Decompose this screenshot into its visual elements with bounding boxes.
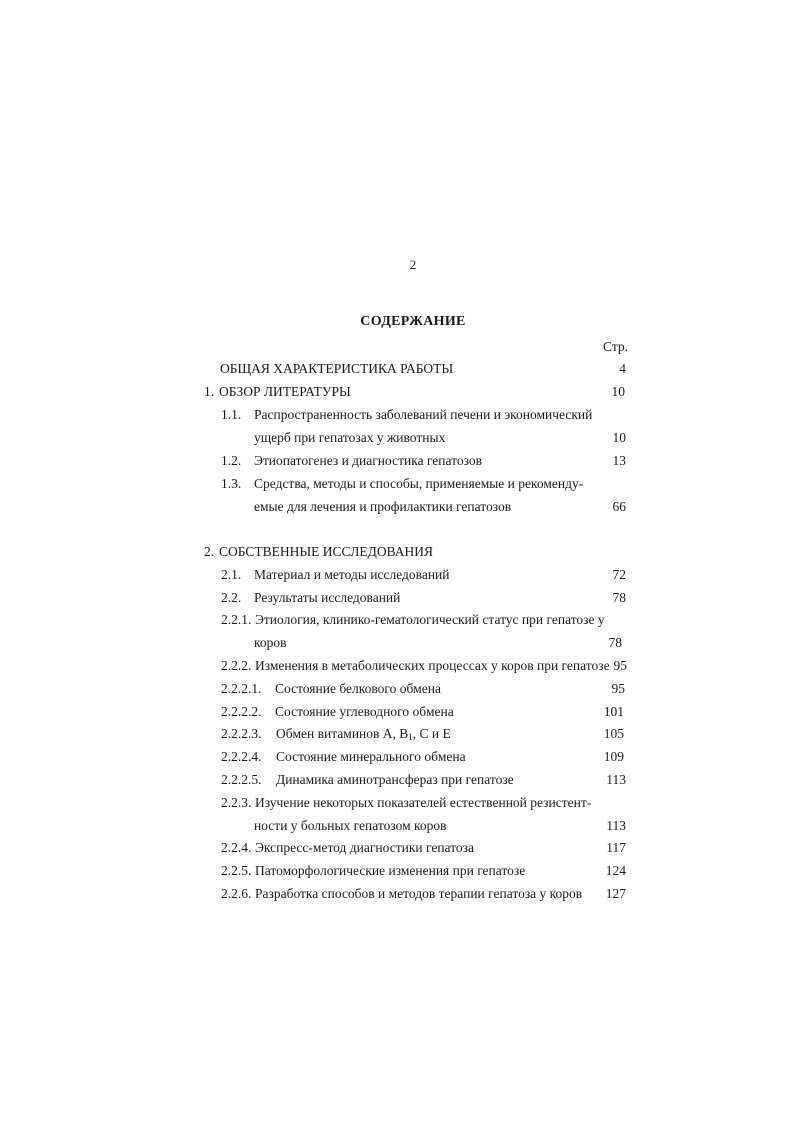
toc-entry-number: 2.1.: [221, 567, 242, 582]
toc-entry-text-cont: ущерб при гепатозах у животных: [254, 430, 446, 445]
toc-entry-number: 2.2.4.: [221, 840, 252, 855]
toc-entry-number: 2.2.: [221, 590, 242, 605]
toc-entry-text: Состояние белкового обмена: [275, 681, 441, 696]
toc-title: СОДЕРЖАНИЕ: [360, 314, 466, 329]
toc-entry-text: Изменения в метаболических процессах у коров при гепатозе: [255, 658, 610, 673]
toc-entry-page: 78: [612, 590, 626, 605]
toc-entry-number: 2.2.2.1.: [221, 681, 262, 696]
toc-entry-page: 10: [612, 430, 626, 445]
toc-entry-text-cont: емые для лечения и профилактики гепатозов: [254, 499, 512, 514]
toc-entry-number: 2.: [204, 544, 215, 559]
toc-entry-number: 1.3.: [221, 476, 242, 491]
toc-entry-text: Состояние минерального обмена: [276, 749, 466, 764]
toc-entry-page: 95: [613, 658, 627, 673]
toc-entry-number: 2.2.2.5.: [221, 772, 262, 787]
toc-entry-page: 13: [612, 453, 626, 468]
toc-entry-text: Результаты исследований: [254, 590, 401, 605]
toc-entry-page: 124: [605, 863, 626, 878]
toc-entry-text-cont: коров: [254, 635, 287, 650]
toc-entry-number: 2.2.2.3.: [221, 726, 262, 741]
toc-entry-number: 2.2.3.: [221, 795, 252, 810]
toc-entry-page: 117: [606, 840, 626, 855]
toc-entry-text: ОБЩАЯ ХАРАКТЕРИСТИКА РАБОТЫ: [220, 361, 454, 376]
toc-entry-page: 10: [611, 384, 625, 399]
toc-entry-number: 2.2.1.: [221, 612, 252, 627]
toc-entry-page: 72: [612, 567, 626, 582]
toc-entry-text: Патоморфологические изменения при гепатозе: [255, 863, 526, 878]
toc-entry-number: 2.2.6.: [221, 886, 252, 901]
page-column-header: Стр.: [603, 339, 629, 354]
toc-entry-text: Обмен витаминов А, $В_1$, С и Е: [276, 726, 451, 742]
toc-entry-number: 2.2.2.4.: [221, 749, 262, 764]
toc-entry-text: Материал и методы исследований: [254, 567, 450, 582]
toc-entry-page: 105: [603, 726, 624, 741]
toc-entry-number: 2.2.2.2.: [221, 704, 262, 719]
toc-entry-number: 2.2.5.: [221, 863, 252, 878]
toc-entry-page: 95: [611, 681, 625, 696]
toc-entry-text: Экспресс-метод диагностики гепатоза: [255, 840, 474, 855]
toc-entry-text: Изучение некоторых показателей естественной резистент-: [255, 795, 592, 810]
toc-entry-number: 1.1.: [221, 407, 242, 422]
toc-entry-page: 78: [608, 635, 622, 650]
toc-entry-page: 101: [603, 704, 624, 719]
toc-entry-text: Состояние углеводного обмена: [275, 704, 454, 719]
toc-entry-page: 4: [619, 361, 626, 376]
toc-entry-text: Средства, методы и способы, применяемые и рекоменду-: [254, 476, 584, 491]
toc-entry-text: Разработка способов и методов терапии гепатоза у коров: [255, 886, 583, 901]
toc-entry-text: Динамика аминотрансфераз при гепатозе: [276, 772, 514, 787]
toc-entry-text: Этиология, клинико-гематологический статус при гепатозе у: [255, 612, 605, 627]
toc-entry-page: 113: [606, 818, 626, 833]
toc-entry-number: 1.: [204, 384, 215, 399]
toc-entry-text-cont: ности у больных гепатозом коров: [254, 818, 447, 833]
page-number: 2: [409, 257, 417, 272]
toc-entry-page: 127: [605, 886, 626, 901]
toc-entry-text: СОБСТВЕННЫЕ ИССЛЕДОВАНИЯ: [219, 544, 433, 559]
toc-entry-number: 1.2.: [221, 453, 242, 468]
toc-entry-text: ОБЗОР ЛИТЕРАТУРЫ: [219, 384, 351, 399]
toc-entry-number: 2.2.2.: [221, 658, 252, 673]
toc-entry-text: Распространенность заболеваний печени и экономический: [254, 407, 593, 422]
toc-entry-page: 109: [603, 749, 624, 764]
toc-entry-text: Этиопатогенез и диагностика гепатозов: [254, 453, 483, 468]
toc-entry-page: 66: [612, 499, 626, 514]
toc-entry-page: 113: [606, 772, 626, 787]
